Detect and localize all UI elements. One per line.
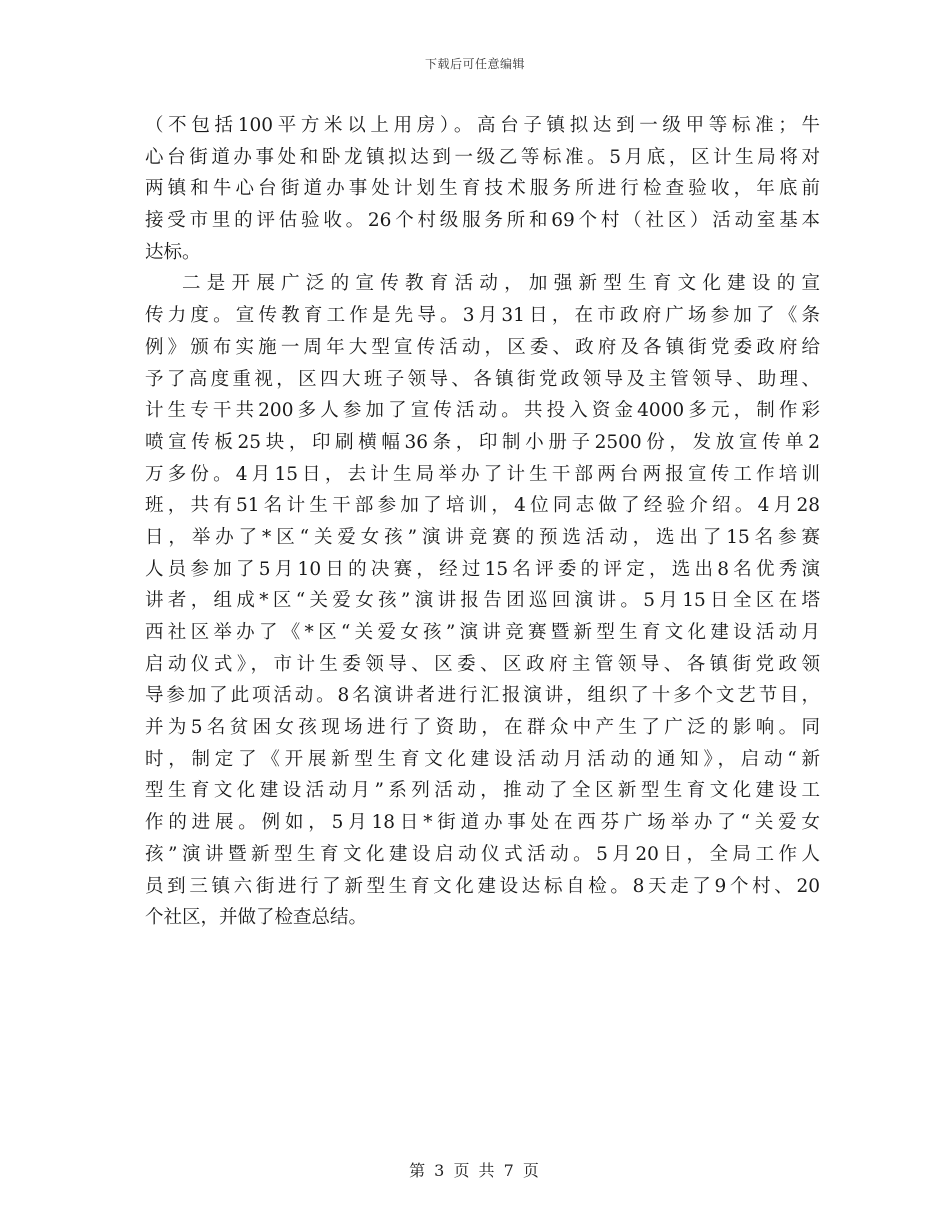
- paragraph-line: 导参加了此项活动。8名演讲者进行汇报演讲，组织了十多个文艺节目，: [145, 685, 820, 707]
- paragraph-line: 启动仪式》，市计生委领导、区委、区政府主管领导、各镇街党政领: [145, 653, 820, 675]
- paragraph-1: [145, 110, 820, 268]
- paragraph-line: 个社区，并做了检查总结。: [145, 907, 368, 929]
- page-header: 下载后可任意编辑: [424, 57, 525, 71]
- paragraph-line: 员到三镇六街进行了新型生育文化建设达标自检。8天走了9个村、20: [145, 875, 820, 897]
- paragraph-line: 万多份。4月15日，去计生局举办了计生干部两台两报宣传工作培训: [145, 463, 820, 485]
- paragraph-line: 日，举办了*区“关爱女孩”演讲竞赛的预选活动，选出了15名参赛: [145, 526, 820, 548]
- paragraph-line: 型生育文化建设活动月”系列活动，推动了全区新型生育文化建设工: [145, 780, 820, 802]
- paragraph-line: 喷宣传板25块，印刷横幅36条，印制小册子2500份，发放宣传单2: [145, 431, 820, 453]
- paragraph-line: （不包括100平方米以上用房）。高台子镇拟达到一级甲等标准；牛: [145, 115, 820, 136]
- paragraph-line: 例》颁布实施一周年大型宣传活动，区委、政府及各镇街党委政府给: [145, 336, 820, 358]
- paragraph-line: 讲者，组成*区“关爱女孩”演讲报告团巡回演讲。5月15日全区在塔: [145, 590, 820, 612]
- document-body: [145, 110, 820, 934]
- paragraph-2: [145, 268, 820, 933]
- paragraph-line: 二是开展广泛的宣传教育活动，加强新型生育文化建设的宣: [182, 273, 820, 295]
- paragraph-line: 人员参加了5月10日的决赛，经过15名评委的评定，选出8名优秀演: [145, 558, 820, 580]
- paragraph-line: 时，制定了《开展新型生育文化建设活动月活动的通知》，启动“新: [145, 748, 820, 770]
- paragraph-line: 达标。: [145, 241, 201, 263]
- paragraph-line: 作的进展。例如，5月18日*街道办事处在西芬广场举办了“关爱女: [145, 812, 820, 834]
- paragraph-line: 西社区举办了《*区“关爱女孩”演讲竞赛暨新型生育文化建设活动月: [145, 622, 820, 643]
- paragraph-line: 并为5名贫困女孩现场进行了资助，在群众中产生了广泛的影响。同: [145, 717, 820, 739]
- paragraph-line: 接受市里的评估验收。26个村级服务所和69个村（社区）活动室基本: [145, 210, 820, 232]
- paragraph-line: 班，共有51名计生干部参加了培训，4位同志做了经验介绍。4月28: [145, 495, 820, 517]
- paragraph-line: 孩”演讲暨新型生育文化建设启动仪式活动。5月20日，全局工作人: [145, 843, 820, 865]
- paragraph-line: 两镇和牛心台街道办事处计划生育技术服务所进行检查验收，年底前: [145, 178, 820, 200]
- paragraph-line: 传力度。宣传教育工作是先导。3月31日，在市政府广场参加了《条: [145, 305, 820, 327]
- paragraph-line: 予了高度重视，区四大班子领导、各镇街党政领导及主管领导、助理、: [145, 368, 820, 390]
- paragraph-line: 心台街道办事处和卧龙镇拟达到一级乙等标准。5月底，区计生局将对: [145, 146, 820, 168]
- page-number: 第 3 页 共 7 页: [409, 1161, 541, 1180]
- paragraph-line: 计生专干共200多人参加了宣传活动。共投入资金4000多元，制作彩: [145, 400, 820, 422]
